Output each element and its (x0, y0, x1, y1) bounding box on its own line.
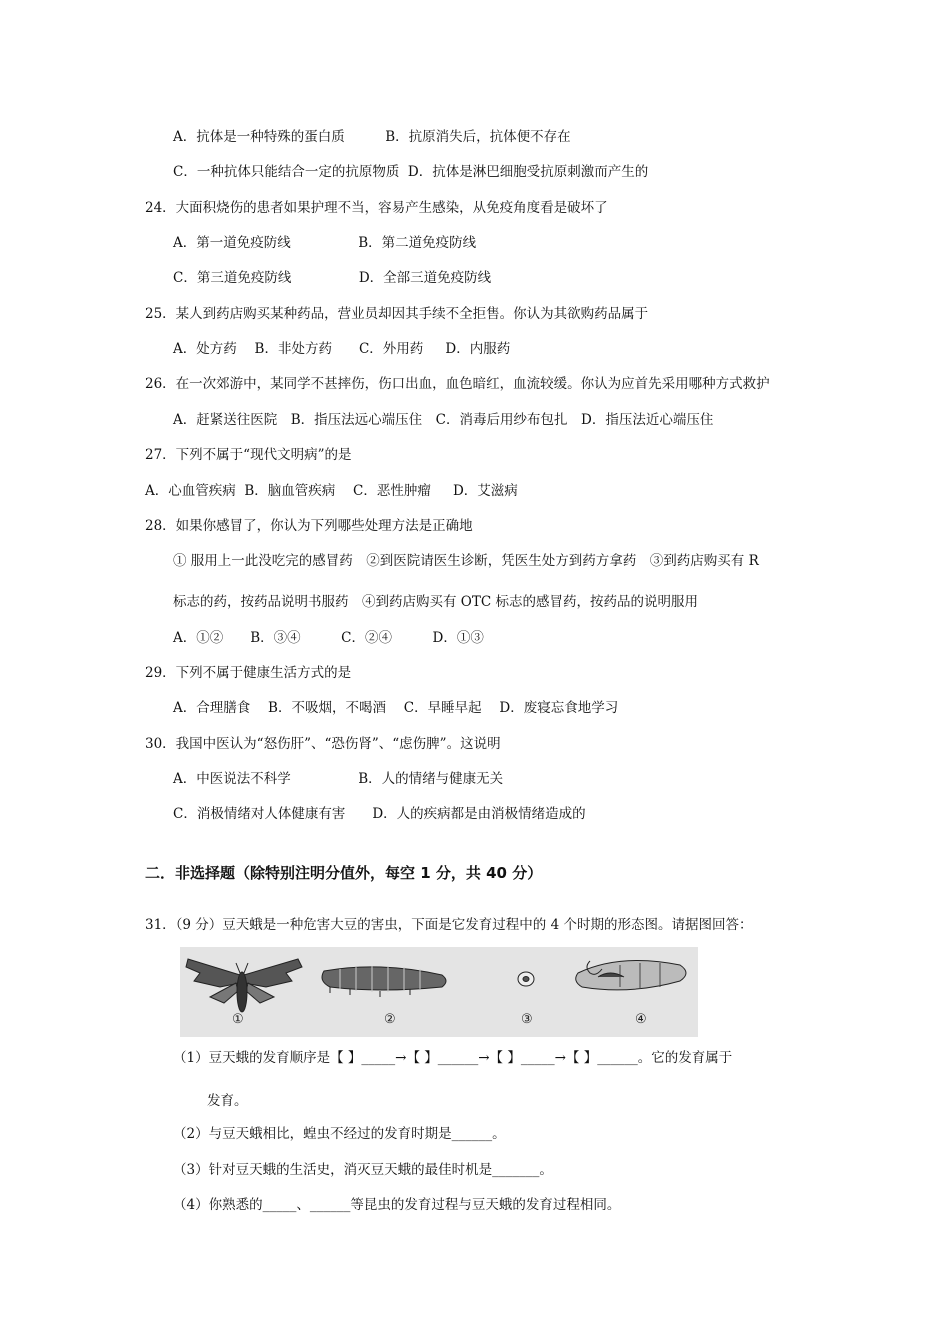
q26-stem: 26．在一次郊游中，某同学不甚摔伤，伤口出血，血色暗红，血流较缓。你认为应首先采用哪种方式救护 (145, 376, 770, 392)
q28-body-line2: 标志的药，按药品说明书服药 ④到药店购买有 OTC 标志的感冒药，按药品的说明服用 (173, 594, 698, 610)
q28-options: A．①② B．③④ C．②④ D．①③ (173, 630, 484, 646)
q28-body-line1: ① 服用上一此没吃完的感冒药 ②到医院请医生诊断，凭医生处方到药方拿药 ③到药店购买有 R (173, 553, 759, 569)
insect-development-figure (180, 947, 698, 1037)
larva-drawing (322, 966, 446, 997)
q25-stem: 25．某人到药店购买某种药品，营业员却因其手续不全拒售。你认为其欲购药品属于 (145, 306, 649, 322)
q23-option-ab: A．抗体是一种特殊的蛋白质 B．抗原消失后，抗体便不存在 (173, 129, 571, 145)
q29-options: A．合理膳食 B．不吸烟，不喝酒 C．早睡早起 D．废寝忘食地学习 (173, 700, 619, 716)
figure-label-3: ③ (521, 1012, 533, 1027)
q31-sub1-cont: 发育。 (207, 1093, 248, 1109)
q30-option-cd: C．消极情绪对人体健康有害 D．人的疾病都是由消极情绪造成的 (173, 806, 586, 822)
q23-option-cd: C．一种抗体只能结合一定的抗原物质 D．抗体是淋巴细胞受抗原刺激而产生的 (173, 164, 649, 180)
q30-option-ab: A．中医说法不科学 B．人的情绪与健康无关 (173, 771, 504, 787)
q31-sub1: （1）豆天蛾的发育顺序是【 】_____→【 】______→【 】_____→【 】______。它的发育属于 (173, 1050, 733, 1066)
q28-stem: 28．如果你感冒了，你认为下列哪些处理方法是正确地 (145, 518, 473, 534)
figure-label-2: ② (384, 1012, 396, 1027)
q31-sub3: （3）针对豆天蛾的生活史，消灭豆天蛾的最佳时机是_______。 (173, 1162, 553, 1178)
q24-option-cd: C．第三道免疫防线 D．全部三道免疫防线 (173, 270, 492, 286)
q24-option-ab: A．第一道免疫防线 B．第二道免疫防线 (173, 235, 477, 251)
q30-stem: 30．我国中医认为“怒伤肝”、“恐伤肾”、“虑伤脾”。这说明 (145, 736, 501, 752)
q29-stem: 29．下列不属于健康生活方式的是 (145, 665, 352, 681)
q31-sub2: （2）与豆天蛾相比，蝗虫不经过的发育时期是______。 (173, 1126, 506, 1142)
moth-drawing (186, 959, 302, 1012)
q27-stem: 27．下列不属于“现代文明病”的是 (145, 447, 352, 463)
egg-drawing (518, 972, 534, 986)
q31-stem: 31．（9 分）豆天蛾是一种危害大豆的害虫，下面是它发育过程中的 4 个时期的形态图。请据图回答： (145, 917, 753, 933)
q31-sub4: （4）你熟悉的_____、______等昆虫的发育过程与豆天蛾的发育过程相同。 (173, 1197, 621, 1213)
figure-label-1: ① (232, 1012, 244, 1027)
figure-label-4: ④ (635, 1012, 647, 1027)
q27-options: A．心血管疾病 B．脑血管疾病 C．恶性肿瘤 D．艾滋病 (145, 483, 518, 499)
q25-options: A．处方药 B．非处方药 C．外用药 D．内服药 (173, 341, 511, 357)
q24-stem: 24．大面积烧伤的患者如果护理不当，容易产生感染，从免疫角度看是破坏了 (145, 200, 608, 216)
pupa-drawing (576, 961, 686, 990)
q26-options: A．赶紧送往医院 B．指压法远心端压住 C．消毒后用纱布包扎 D．指压法近心端压住 (173, 412, 714, 428)
section-heading: 二．非选择题（除特别注明分值外，每空 1 分，共 40 分） (145, 864, 543, 882)
